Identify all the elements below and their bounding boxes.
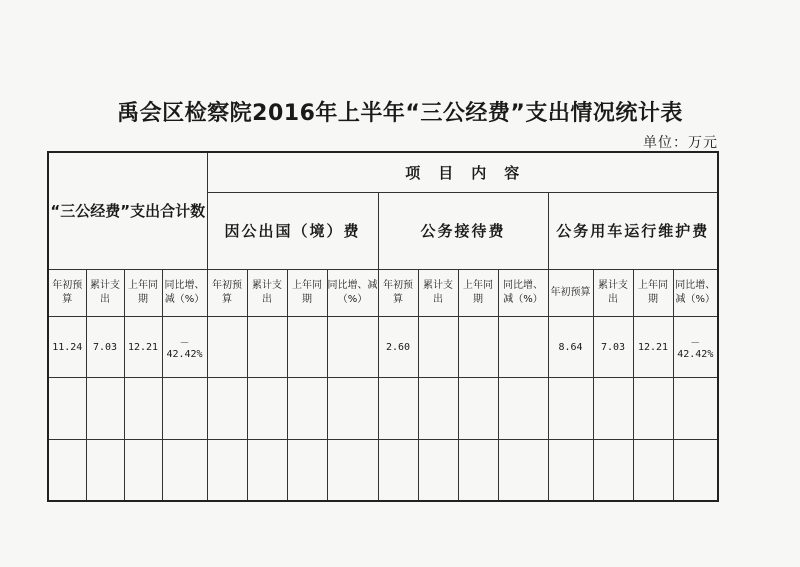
table-cell	[287, 317, 327, 378]
subheader-cell: 累计支出	[593, 269, 633, 317]
table-cell	[418, 439, 458, 501]
table-cell	[247, 439, 287, 501]
total-header-cell	[48, 152, 207, 269]
table-cell	[207, 439, 247, 501]
table-cell	[207, 317, 247, 378]
table-cell	[327, 439, 378, 501]
table-cell	[162, 439, 207, 501]
table-cell	[287, 439, 327, 501]
table-cell	[247, 378, 287, 440]
table-cell: －42.42%	[162, 317, 207, 378]
subheader-cell: 年初预算	[207, 269, 247, 317]
table-row	[48, 439, 718, 501]
table-cell	[48, 439, 86, 501]
table-cell	[673, 378, 718, 440]
subheader-cell: 同比增、减（%）	[498, 269, 548, 317]
table-cell	[162, 378, 207, 440]
subheader-cell: 年初预算	[378, 269, 418, 317]
table-cell: 12.21	[633, 317, 673, 378]
table-cell	[593, 378, 633, 440]
category-reception: 公务接待费	[378, 192, 548, 269]
subheader-cell: 上年同期	[633, 269, 673, 317]
subheader-cell: 累计支出	[247, 269, 287, 317]
table-cell	[548, 439, 593, 501]
table-cell	[207, 378, 247, 440]
table-cell	[498, 439, 548, 501]
table-cell	[458, 378, 498, 440]
table-cell	[327, 378, 378, 440]
table-cell	[86, 378, 124, 440]
subheader-cell: 同比增、减（%）	[162, 269, 207, 317]
table-cell	[633, 378, 673, 440]
subheader-cell: 上年同期	[124, 269, 162, 317]
table-cell: 12.21	[124, 317, 162, 378]
table-row	[48, 317, 718, 378]
table-cell	[287, 378, 327, 440]
table-cell	[498, 317, 548, 378]
expense-table	[47, 151, 719, 502]
table-cell	[48, 378, 86, 440]
table-cell	[458, 317, 498, 378]
subheader-cell: 年初预算	[48, 269, 86, 317]
table-cell	[418, 378, 458, 440]
category-vehicle: 公务用车运行维护费	[548, 192, 718, 269]
unit-label: 单位：万元	[643, 135, 718, 151]
category-abroad: 因公出国（境）费	[207, 192, 378, 269]
table-cell: 8.64	[548, 317, 593, 378]
table-cell	[633, 439, 673, 501]
table-cell	[418, 317, 458, 378]
subheader-cell: 同比增、减（%）	[673, 269, 718, 317]
table-cell: 7.03	[86, 317, 124, 378]
table-cell	[673, 439, 718, 501]
table-cell	[378, 439, 418, 501]
subheader-cell: 上年同期	[287, 269, 327, 317]
table-cell: 11.24	[48, 317, 86, 378]
table-cell: 2.60	[378, 317, 418, 378]
subheader-cell: 上年同期	[458, 269, 498, 317]
table-cell	[86, 439, 124, 501]
table-cell	[458, 439, 498, 501]
table-cell	[593, 439, 633, 501]
subheader-cell: 同比增、减（%）	[327, 269, 378, 317]
items-header-cell	[207, 152, 718, 192]
subheader-cell: 累计支出	[418, 269, 458, 317]
subheader-cell: 年初预算	[548, 269, 593, 317]
table-cell: －42.42%	[673, 317, 718, 378]
table-cell: 7.03	[593, 317, 633, 378]
table-cell	[378, 378, 418, 440]
table-cell	[548, 378, 593, 440]
items-header-label: 项目内容	[405, 163, 538, 182]
table-cell	[124, 378, 162, 440]
table-cell	[327, 317, 378, 378]
table-cell	[247, 317, 287, 378]
document-title: 禹会区检察院2016年上半年“三公经费”支出情况统计表	[117, 101, 683, 126]
table-row	[48, 378, 718, 440]
table-cell	[498, 378, 548, 440]
table-cell	[124, 439, 162, 501]
total-header-label: “三公经费”支出合计数	[50, 201, 206, 220]
subheader-cell: 累计支出	[86, 269, 124, 317]
subheader-row	[48, 269, 718, 317]
